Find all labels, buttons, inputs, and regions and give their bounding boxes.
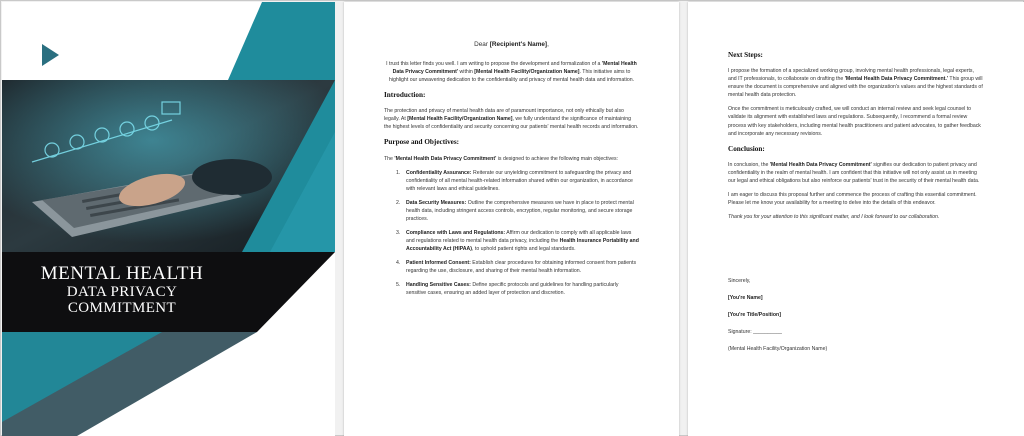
list-item-title: Confidentiality Assurance: <box>406 169 472 176</box>
letter-page-1 <box>344 2 679 436</box>
purpose-text-1: The <box>384 155 395 162</box>
opening-text-1: I trust this letter finds you well. I am writing to propose the development and formalization of a <box>386 60 601 67</box>
next-text-2: This group will ensure the document is comprehensive and aligned with the organization's values and the highest standards of mental health data protection. <box>728 76 983 99</box>
list-item <box>396 199 639 223</box>
list-number: 1. <box>396 169 401 176</box>
purpose-heading: Purpose and Objectives: <box>384 138 460 147</box>
cover-page <box>2 2 335 436</box>
opening-text-3: . This initiative aims to highlight our unwavering dedication to the confidentiality and privacy of mental health data and information. <box>388 68 635 84</box>
list-item-bold: Health Insurance Portability and Accountability Act (HIPAA) <box>406 238 639 253</box>
list-item-text: Reiterate our unyielding commitment to safeguarding the privacy and confidentiality of all mental health-related information shared within our organization, in accordance with relevant laws and ethical guidelines. <box>406 169 633 192</box>
purpose-paragraph <box>384 155 639 163</box>
list-number: 5. <box>396 282 401 289</box>
introduction-bold: [Mental Health Facility/Organization Name] <box>407 116 513 123</box>
conclusion-text-2: signifies our dedication to patient privacy and confidentiality in the realm of mental health. I am confident that this initiative will not only assist us in meeting our legal and ethical obligations but also reinforce our patients' trust in the security of their mental health data. <box>728 161 980 184</box>
opening-bold-1: 'Mental Health Data Privacy Commitment' <box>392 60 637 75</box>
next-steps-paragraph-2: Once the commitment is meticulously crafted, we will conduct an internal review and seek legal counsel to validate its alignment with established laws and regulations. Subsequently, I recommend a formal review process with key stakeholders, including mental health practitioners and patient advocates, to gather feedback and incorporate any necessary revisions. <box>728 106 981 137</box>
purpose-text-2: is designed to achieve the following main objectives: <box>496 155 619 162</box>
list-item <box>396 169 639 193</box>
list-number: 2. <box>396 199 401 206</box>
introduction-text-2: , we fully understand the significance of maintaining the highest levels of confidentiality and security concerning our patients' mental health records and information. <box>384 116 639 131</box>
signer-name: [You're Name] <box>728 295 763 302</box>
cover-arrow-mark <box>42 44 59 66</box>
salutation-prefix: Dear <box>474 41 490 48</box>
list-number: 4. <box>396 260 401 267</box>
objectives-list <box>396 169 639 298</box>
cover-title-line2: DATA PRIVACY <box>66 284 178 300</box>
list-number: 3. <box>396 230 401 237</box>
introduction-text-1: The protection and privacy of mental health data are of paramount importance, not only ethically but also legally. At <box>384 108 624 123</box>
list-item-text: Outline the comprehensive measures we have in place to protect mental health data, including stringent access controls, encryption, regular monitoring, and secure storage practices. <box>406 199 634 222</box>
introduction-heading: Introduction: <box>384 91 426 100</box>
cover-title-line1: MENTAL HEALTH <box>40 263 204 284</box>
opening-text-2: within <box>458 68 475 75</box>
thanks-line: Thank you for your attention to this significant matter, and I look forward to our collaboration. <box>728 214 940 221</box>
next-text-1: I propose the formation of a specialized working group, involving mental health professionals, legal experts, and IT professionals, to collaborate on drafting the <box>728 68 974 83</box>
list-item-title: Patient Informed Consent: <box>406 260 471 267</box>
opening-bold-2: [Mental Health Facility/Organization Name] <box>474 68 580 75</box>
list-item-text: Affirm our dedication to comply with all applicable laws and regulations related to mental health data privacy, including the <box>406 230 632 245</box>
list-item <box>396 259 639 275</box>
list-item <box>396 281 639 297</box>
salutation <box>384 40 639 50</box>
cover-teal-top-shape <box>228 2 335 80</box>
conclusion-text-1: In conclusion, the <box>728 161 770 168</box>
purpose-bold: 'Mental Health Data Privacy Commitment' <box>394 155 497 162</box>
cover-title <box>2 264 242 316</box>
closing: Sincerely, <box>728 278 751 285</box>
signer-title: [You're Title/Position] <box>728 312 781 319</box>
salutation-suffix: , <box>547 41 549 48</box>
list-item <box>396 229 639 253</box>
signature-block <box>728 277 984 353</box>
signer-organization: (Mental Health Facility/Organization Name) <box>728 346 828 353</box>
list-item-title: Compliance with Laws and Regulations: <box>406 230 506 237</box>
recipient-name: [Recipient's Name] <box>489 41 548 48</box>
list-item-text-2: , to uphold patient rights and legal standards. <box>472 246 576 253</box>
conclusion-paragraph-1 <box>728 161 984 185</box>
introduction-paragraph <box>384 107 639 131</box>
cover-title-line3: COMMITMENT <box>67 300 177 316</box>
next-bold: 'Mental Health Data Privacy Commitment.' <box>844 76 949 83</box>
opening-paragraph <box>384 60 639 84</box>
next-steps-heading: Next Steps: <box>728 51 763 59</box>
list-item-title: Data Security Measures: <box>406 199 467 206</box>
conclusion-bold: 'Mental Health Data Privacy Commitment' <box>769 161 872 168</box>
list-item-title: Handling Sensitive Cases: <box>406 282 471 289</box>
list-item-text: Establish clear procedures for obtaining informed consent from patients regarding the use, disclosure, and sharing of their mental health information. <box>406 260 637 275</box>
cover-artwork <box>2 2 335 436</box>
next-steps-paragraph-1 <box>728 67 984 99</box>
conclusion-paragraph-2: I am eager to discuss this proposal further and commence the process of crafting this essential commitment. Please let me know your availability for a meeting to delve into the details of this endeavor. <box>728 192 977 207</box>
signature-line: Signature: __________ <box>728 329 782 336</box>
conclusion-heading: Conclusion: <box>728 144 765 153</box>
letter-page-2 <box>688 2 1024 436</box>
list-item-text: Define specific protocols and guidelines for handling particularly sensitive cases, ensuring an added layer of protection and discretion. <box>406 282 619 297</box>
